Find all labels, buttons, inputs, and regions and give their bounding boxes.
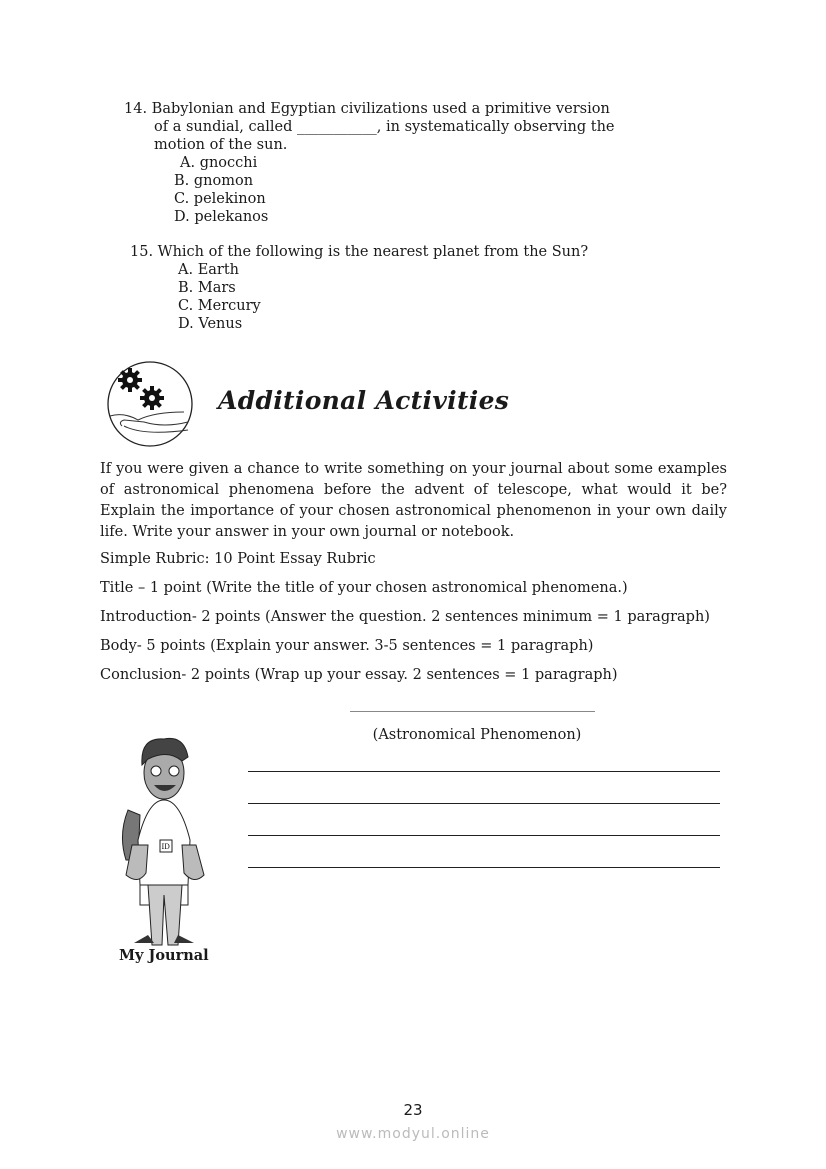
activity-prompt: If you were given a chance to write something on your journal about some examples of astronomical phenomena before the advent of telescope, what would it be? Explain the importance of your chosen astronomical phenomenon in your own daily life. Write your answer in your own journal or notebook. bbox=[100, 461, 727, 540]
page-number: 23 bbox=[403, 1101, 423, 1119]
q15-option-d: D. Venus bbox=[178, 316, 243, 332]
q14-option-c: C. pelekinon bbox=[174, 191, 266, 207]
title-blank-line bbox=[350, 711, 595, 712]
gears-in-hand-icon bbox=[104, 360, 196, 448]
answer-line bbox=[248, 771, 720, 772]
rubric-title: Simple Rubric: 10 Point Essay Rubric bbox=[100, 551, 376, 567]
section-title: Additional Activities bbox=[218, 386, 510, 415]
answer-line bbox=[248, 835, 720, 836]
rubric-item: Title – 1 point (Write the title of your chosen astronomical phenomena.) bbox=[100, 580, 628, 596]
my-journal-label: My Journal bbox=[119, 947, 209, 964]
q15-option-b: B. Mars bbox=[178, 280, 236, 296]
q14-option-b: B. gnomon bbox=[174, 173, 254, 189]
q15-option-c: C. Mercury bbox=[178, 298, 261, 314]
q14-line2: of a sundial, called ___________, in systematically observing the bbox=[154, 119, 615, 135]
rubric-item: Conclusion- 2 points (Wrap up your essay. 2 sentences = 1 paragraph) bbox=[100, 667, 618, 683]
id-badge-text: ID bbox=[161, 843, 170, 851]
q14-line3: motion of the sun. bbox=[154, 137, 288, 153]
watermark: www.modyul.online bbox=[336, 1126, 490, 1142]
q14-option-a: A. gnocchi bbox=[180, 155, 258, 171]
rubric-item: Body- 5 points (Explain your answer. 3-5 sentences = 1 paragraph) bbox=[100, 638, 594, 654]
title-caption: (Astronomical Phenomenon) bbox=[372, 727, 582, 743]
answer-line bbox=[248, 867, 720, 868]
q14-option-d: D. pelekanos bbox=[174, 209, 269, 225]
rubric-item: Introduction- 2 points (Answer the question. 2 sentences minimum = 1 paragraph) bbox=[100, 609, 710, 625]
q14-line1: 14. Babylonian and Egyptian civilizations used a primitive version bbox=[124, 101, 610, 117]
student-character-illustration bbox=[118, 735, 218, 950]
q15-line1: 15. Which of the following is the nearest planet from the Sun? bbox=[130, 244, 589, 260]
answer-line bbox=[248, 803, 720, 804]
q15-option-a: A. Earth bbox=[178, 262, 240, 278]
